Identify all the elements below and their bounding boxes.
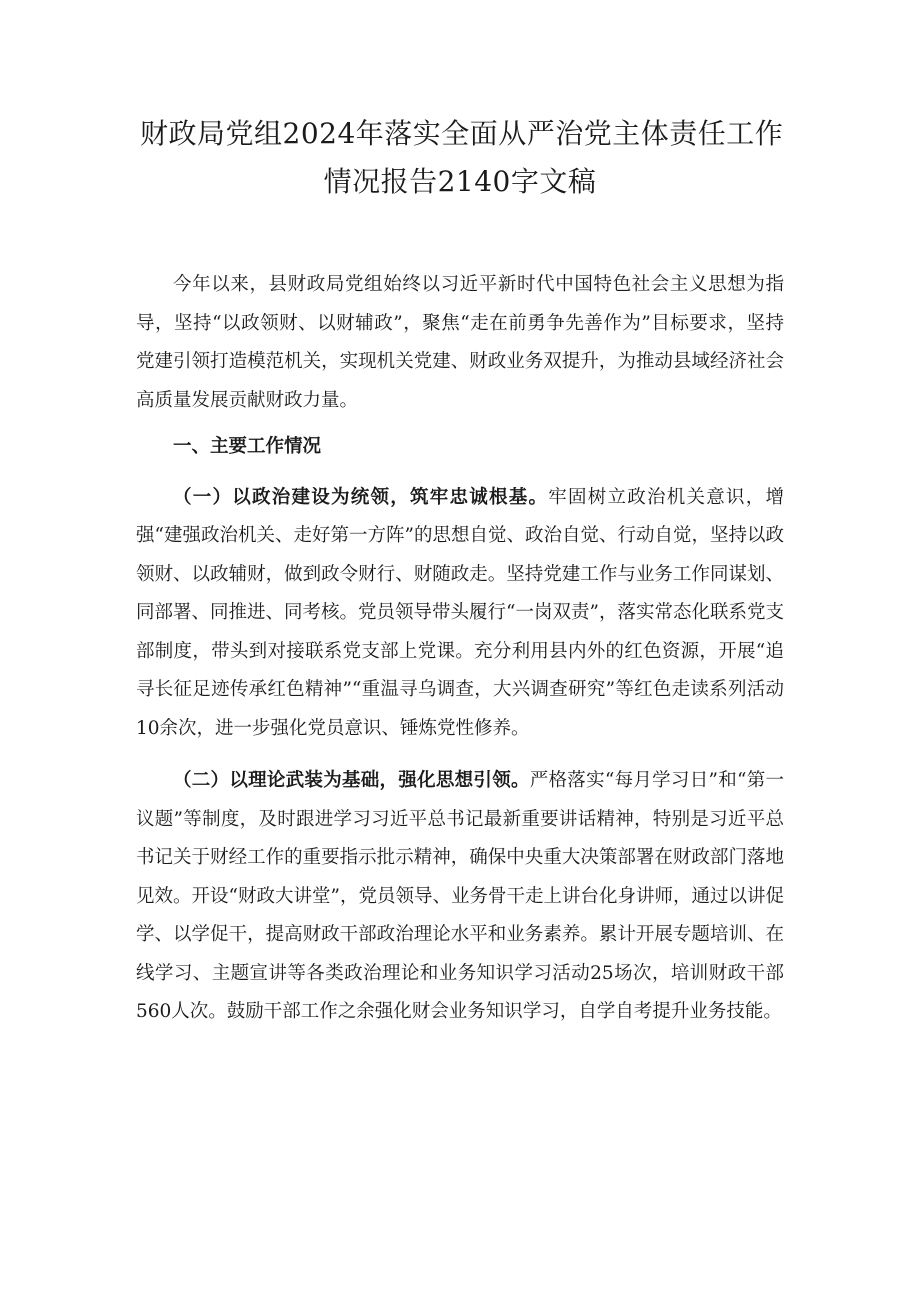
title-line-2: 情况报告2140字文稿 <box>323 165 597 198</box>
section-heading-main-work: 一、主要工作情况 <box>173 436 322 457</box>
intro-paragraph: 今年以来，县财政局党组始终以习近平新时代中国特色社会主义思想为指导，坚持“以政领财、以财辅政”，聚焦“走在前勇争先善作为”目标要求，坚持党建引领打造模范机关，实现机关党建、财政业务双提升，为推动县域经济社会高质量发展贡献财政力量。 <box>136 274 784 411</box>
document-title <box>136 110 784 206</box>
subsection-1-paragraph <box>136 479 784 749</box>
title-line-1: 财政局党组2024年落实全面从严治党主体责任工作 <box>140 117 784 150</box>
subsection-2-text: 严格落实“每月学习日”和“第一议题”等制度，及时跟进学习习近平总书记最新重要讲话精神，特别是习近平总书记关于财经工作的重要指示批示精神，确保中央重大决策部署在财政部门落地见效。开设“财政大讲堂”，党员领导、业务骨干走上讲台化身讲师，通过以讲促学、以学促干，提高财政干部政治理论水平和业务素养。累计开展专题培训、在线学习、主题宣讲等各类政治理论和业务知识学习活动25场次，培训财政干部560人次。鼓励干部工作之余强化财会业务知识学习，自学自考提升业务技能。 <box>136 770 784 1022</box>
subsection-1-lead: （一）以政治建设为统领，筑牢忠诚根基。 <box>173 486 549 508</box>
subsection-1-text: 牢固树立政治机关意识，增强“建强政治机关、走好第一方阵”的思想自觉、政治自觉、行动自觉，坚持以政领财、以政辅财，做到政令财行、财随政走。坚持党建工作与业务工作同谋划、同部署、同推进、同考核。党员领导带头履行“一岗双责”，落实常态化联系党支部制度，带头到对接联系党支部上党课。充分利用县内外的红色资源，开展“追寻长征足迹传承红色精神”“重温寻乌调查，大兴调查研究”等红色走读系列活动10余次，进一步强化党员意识、锤炼党性修养。 <box>136 486 784 739</box>
document-body <box>136 266 784 1032</box>
subsection-2-lead: （二）以理论武装为基础，强化思想引领。 <box>173 770 530 791</box>
subsection-2-paragraph <box>136 762 784 1032</box>
